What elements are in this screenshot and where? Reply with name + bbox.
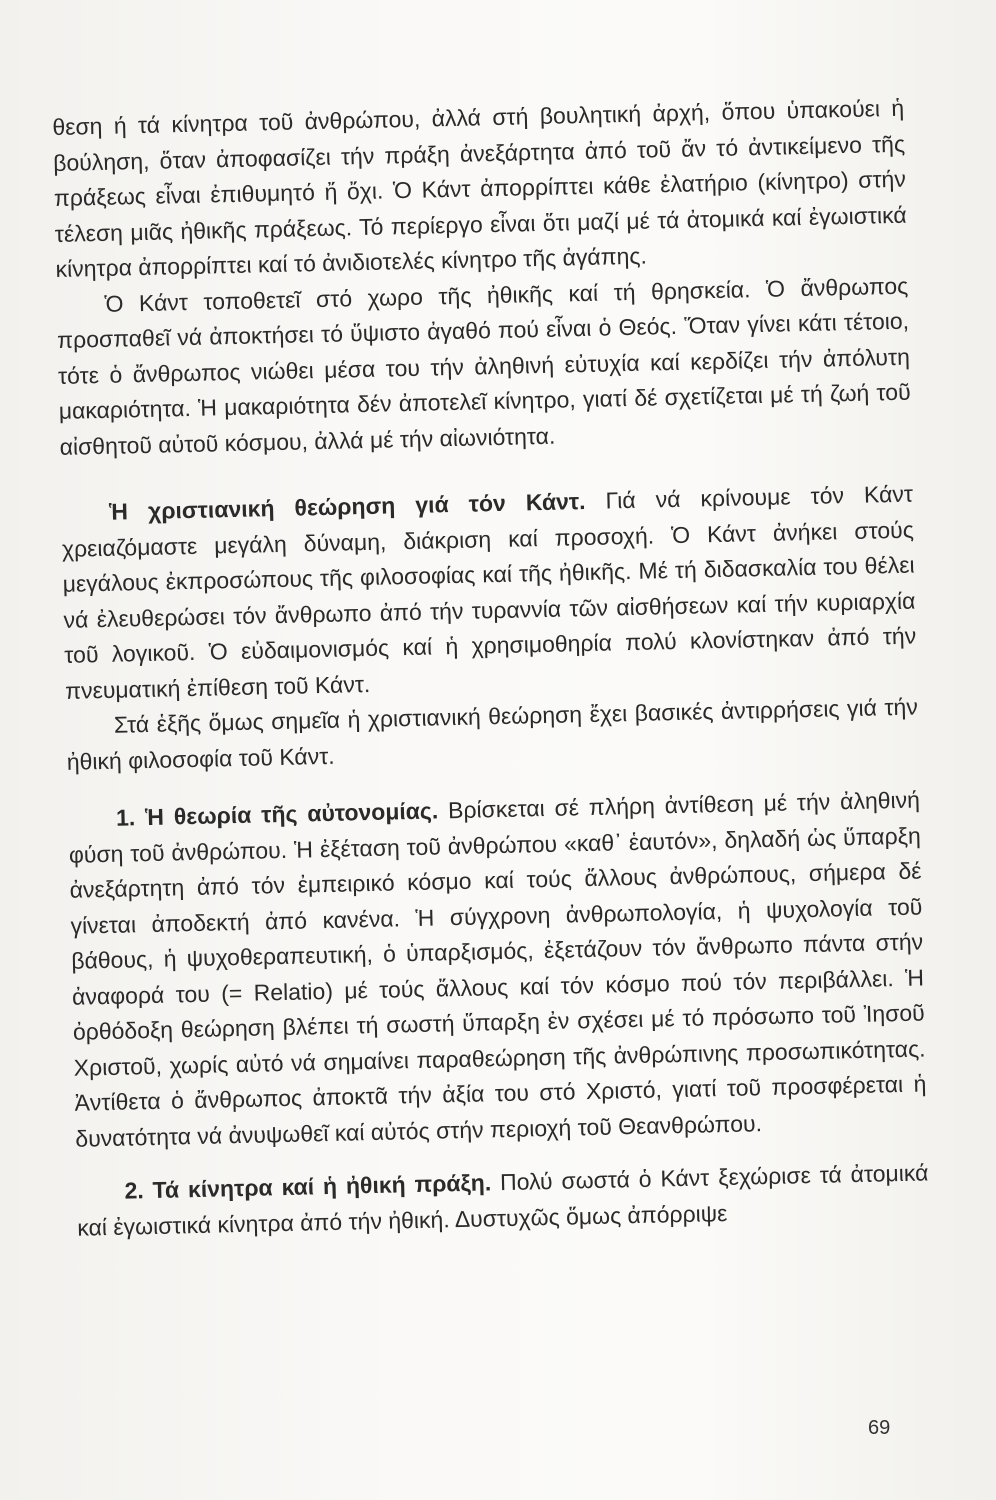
- section-heading-christian-view: Ἡ χριστιανική θεώρηση γιά τόν Κάντ.: [108, 488, 586, 525]
- paragraph-5-body: Βρίσκεται σέ πλήρη ἀντίθεση μέ τήν ἀληθινή φύση τοῦ ἀνθρώπου. Ἡ ἐξέταση τοῦ ἀνθρώπου «καθ᾽ ἑαυτόν», δηλαδή ὡς ὕπαρξη ἀνεξάρτητη ἀπό τόν ἐμπειρικό κόσμο καί τούς ἄλλους ἀνθρώπους, σήμερα δέ γίνεται ἀποδεκτή ἀπό κανένα. Ἡ σύγχρονη ἀνθρωπολογία, ἡ ψυχολογία τοῦ βάθους, ἡ ψυχοθεραπευτική, ὁ ὑπαρξισμός, ἐξετάζουν τόν ἄνθρωπο πάντα στήν ἀναφορά του (= Relatio) μέ τούς ἄλλους καί τόν κόσμο πού τόν περιβάλλει. Ἡ ὀρθόδοξη θεώρηση βλέπει τή σωστή ὕπαρξη ἐν σχέσει μέ τό πρόσωπο τοῦ Ἰησοῦ Χριστοῦ, χωρίς αὐτό νά σημαίνει παραθεώρηση τῆς ἀνθρώπινης προσωπικότητας. Ἀντίθετα ὁ ἄνθρωπος ἀποκτᾶ τήν ἀξία του στό Χριστό, γιατί τοῦ προσφέρεται ἡ δυνατότητα νά ἀνυψωθεῖ καί αὐτός στήν περιοχή τοῦ Θεανθρώπου.: [68, 786, 927, 1152]
- paragraph-6: [76, 1155, 929, 1245]
- paragraph-6-body: Πολύ σωστά ὁ Κάντ ξεχώρισε τά ἀτομικά καί ἐγωιστικά κίνητρα ἀπό τήν ἠθική. Δυστυχῶς ὅμως ἀπόρριψε: [77, 1159, 929, 1241]
- paragraph-1: θεση ή τά κίνητρα τοῦ ἀνθρώπου, ἀλλά στή βουλητική ἀρχή, ὅπου ὑπακούει ἡ βούληση, ὅταν ἀποφασίζει τήν πράξη ἀνεξάρτητα ἀπό τοῦ ἄν τό ἀντικείμενο τῆς πράξεως εἶναι ἐπιθυμητό ἤ ὄχι. Ὁ Κάντ ἀπορρίπτει κάθε ἐλατήριο (κίνητρο) στήν τέλεση μιᾶς ἠθικῆς πράξεως. Τό περίεργο εἶναι ὅτι μαζί μέ τά ἀτομικά καί ἐγωιστικά κίνητρα ἀπορρίπτει καί τό ἀνιδιοτελές κίνητρο τῆς ἀγάπης.: [52, 94, 907, 282]
- paragraph-5: [68, 782, 928, 1156]
- paragraph-4: Στά ἑξῆς ὅμως σημεῖα ἡ χριστιανική θεώρηση ἔχει βασικές ἀντιρρήσεις γιά τήν ἠθική φιλοσοφία τοῦ Κάντ.: [66, 693, 919, 775]
- section-heading-motives: 2. Τά κίνητρα καί ἡ ἠθική πράξη.: [124, 1169, 492, 1204]
- paragraph-2: Ὁ Κάντ τοποθετεῖ στό χωρο τῆς ἠθικῆς καί τή θρησκεία. Ὁ ἄνθρωπος προσπαθεῖ νά ἀποκτήσει τό ὕψιστο ἀγαθό πού εἶναι ὁ Θεός. Ὅταν γίνει κάτι τέτοιο, τότε ὁ ἄνθρωπος νιώθει μέσα του τήν ἀληθινή εὐτυχία καί κερδίζει τήν ἀπόλυτη μακαριότητα. Ἡ μακαριότητα δέν ἀποτελεῖ κίνητρο, γιατί δέ σχετίζεται μέ τή ζωή τοῦ αἰσθητοῦ αὐτοῦ κόσμου, ἀλλά μέ τήν αἰωνιότητα.: [56, 272, 911, 460]
- paragraph-3-body: Γιά νά κρίνουμε τόν Κάντ χρειαζόμαστε μεγάλη δύναμη, διάκριση καί προσοχή. Ὁ Κάντ ἀνήκει στούς μεγάλους ἐκπροσώπους τῆς φιλοσοφίας καί τῆς ἠθικῆς. Μέ τή διδασκαλία του θέλει νά ἐλευθερώσει τόν ἄνθρωπο ἀπό τήν τυραννία τῶν αἰσθήσεων καί τήν κυριαρχία τοῦ λογικοῦ. Ὁ εὐδαιμονισμός καί ἡ χρησιμοθηρία πολύ κλονίστηκαν ἀπό τήν πνευματική ἐπίθεση τοῦ Κάντ.: [61, 480, 917, 704]
- page-number: 69: [868, 1417, 891, 1439]
- page-text: [52, 91, 930, 1246]
- section-heading-autonomy: 1. Ἡ θεωρία τῆς αὐτονομίας.: [115, 797, 439, 831]
- paragraph-3: [61, 477, 918, 709]
